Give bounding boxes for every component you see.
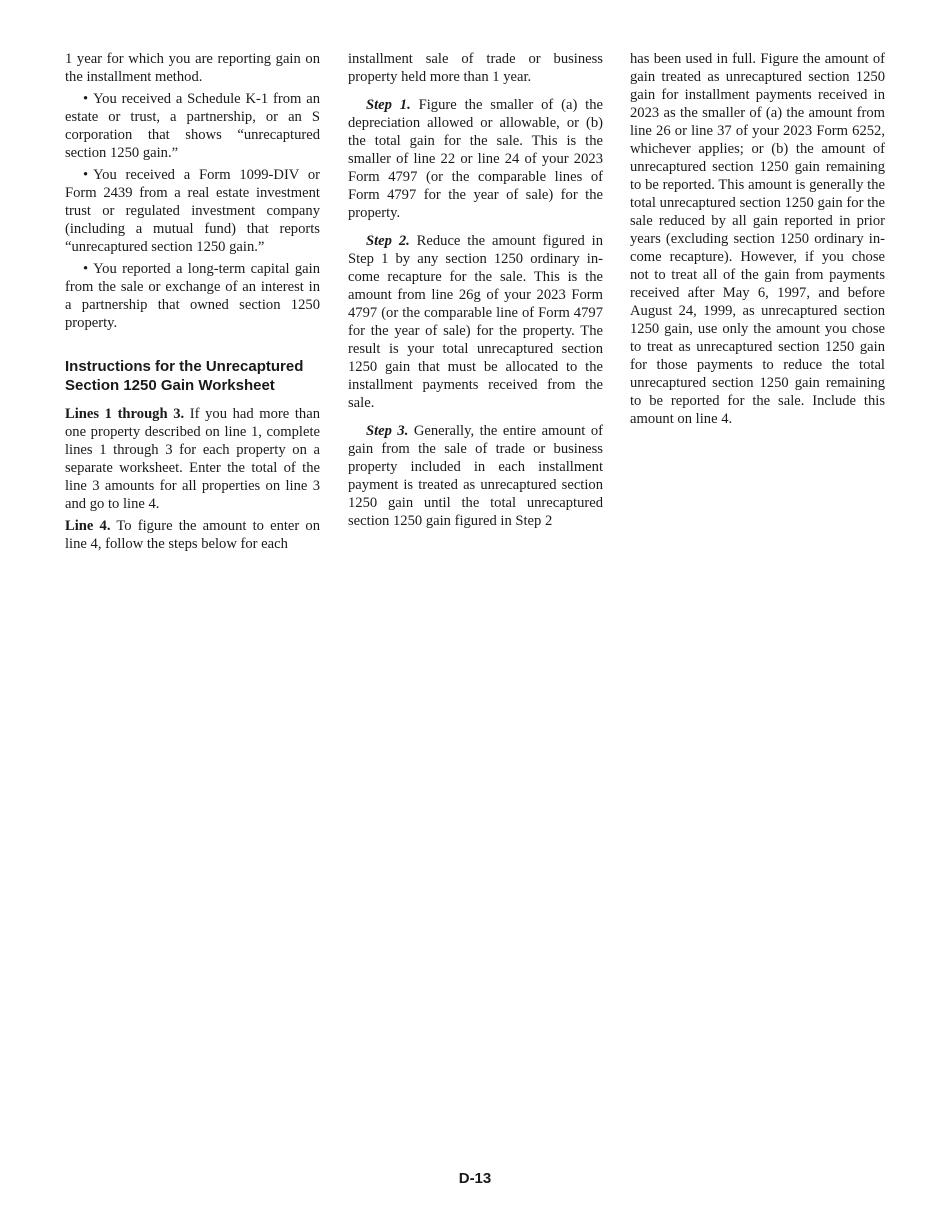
step-text: Reduce the amount figured in Step 1 by any section 1250 ordinary income recapture for the sale. This is the amount from line 26g of your 2023 Form 4797 (or the comparable line of Form 4797 for the year of sale) for the property. The result is your total unrecaptured section 1250 gain that must be allocated to the installment payments received from the sale. bbox=[348, 233, 603, 411]
paragraph-line-4 bbox=[65, 517, 320, 553]
step-label: Step 3. bbox=[366, 423, 409, 439]
paragraph-lines-1-through-3 bbox=[65, 405, 320, 513]
column-1 bbox=[65, 50, 320, 553]
section-heading: Instructions for the Unrecaptured Section 1250 Gain Worksheet bbox=[65, 358, 304, 394]
bullet-text: You received a Form 1099-DIV or Form 2439 from a real estate investment trust or regulated investment company (including a mutual fund) that reports “unrecaptured section 1250 gain.” bbox=[65, 167, 320, 255]
bullet-item-form-1099-div bbox=[65, 166, 320, 256]
continued-paragraph: installment sale of trade or business property held more than 1 year. bbox=[348, 51, 603, 85]
paragraph-step-3 bbox=[348, 422, 603, 530]
bullet-text: You reported a long-term capital gain from the sale or exchange of an interest in a partnership that owned section 1250 property. bbox=[65, 261, 320, 331]
paragraph-text: To figure the amount to enter on line 4, follow the steps below for each bbox=[65, 518, 320, 552]
step-text: Figure the smaller of (a) the depreciation allowed or allowable, or (b) the total gain for the sale. This is the smaller of line 22 or line 24 of your 2023 Form 4797 (or the comparable lines of Form 4797 for the year of sale) for the property. bbox=[348, 97, 604, 221]
paragraph-lead: Lines 1 through 3. bbox=[65, 406, 185, 422]
continued-paragraph: 1 year for which you are reporting gain on the installment method. bbox=[65, 51, 320, 85]
paragraph-step-1 bbox=[348, 96, 603, 222]
bullet-icon: • bbox=[83, 261, 89, 277]
bullet-item-schedule-k1 bbox=[65, 90, 320, 162]
column-2 bbox=[348, 50, 603, 530]
bullet-icon: • bbox=[83, 91, 89, 107]
step-text: Generally, the entire amount of gain from the sale of trade or business property included in each installment payment is treated as unrecaptured section 1250 gain until the total unrecaptured section 1250 gain figured in Step 2 bbox=[348, 423, 603, 529]
page-number: D-13 bbox=[458, 1170, 492, 1187]
step-label: Step 2. bbox=[366, 233, 410, 249]
step-label: Step 1. bbox=[366, 97, 411, 113]
paragraph-step-2 bbox=[348, 232, 603, 412]
paragraph-text: If you had more than one property described on line 1, complete lines 1 through 3 for each property on a separate worksheet. Enter the total of the line 3 amounts for all properties on line 3 and go to line 4. bbox=[65, 406, 320, 512]
paragraph-lead: Line 4. bbox=[65, 518, 111, 534]
bullet-text: You received a Schedule K-1 from an estate or trust, a partnership, or an S corporation that shows “unrecaptured section 1250 gain.” bbox=[65, 91, 320, 161]
continued-paragraph: has been used in full. Figure the amount of gain treated as unrecaptured section 1250 gain for installment payments received in 2023 as the smaller of (a) the amount from line 26 or line 37 of your 2023 Form 6252, whichever applies; or (b) the amount of unrecaptured section 1250 gain remaining to be reported. This amount is generally the total unrecaptured section 1250 gain for the sale reduced by all gain reported in prior years (excluding section 1250 ordinary income recapture). However, if you chose not to treat all of the gain from payments received after May 6, 1997, and before August 24, 1999, as unrecaptured section 1250 gain, use only the amount you chose to treat as unrecaptured section 1250 gain for those payments to reduce the total unrecaptured section 1250 gain remaining to be reported for the sale. Include this amount on line 4. bbox=[630, 51, 885, 427]
bullet-icon: • bbox=[83, 167, 89, 183]
bullet-item-long-term-gain bbox=[65, 260, 320, 332]
column-3 bbox=[630, 50, 885, 428]
